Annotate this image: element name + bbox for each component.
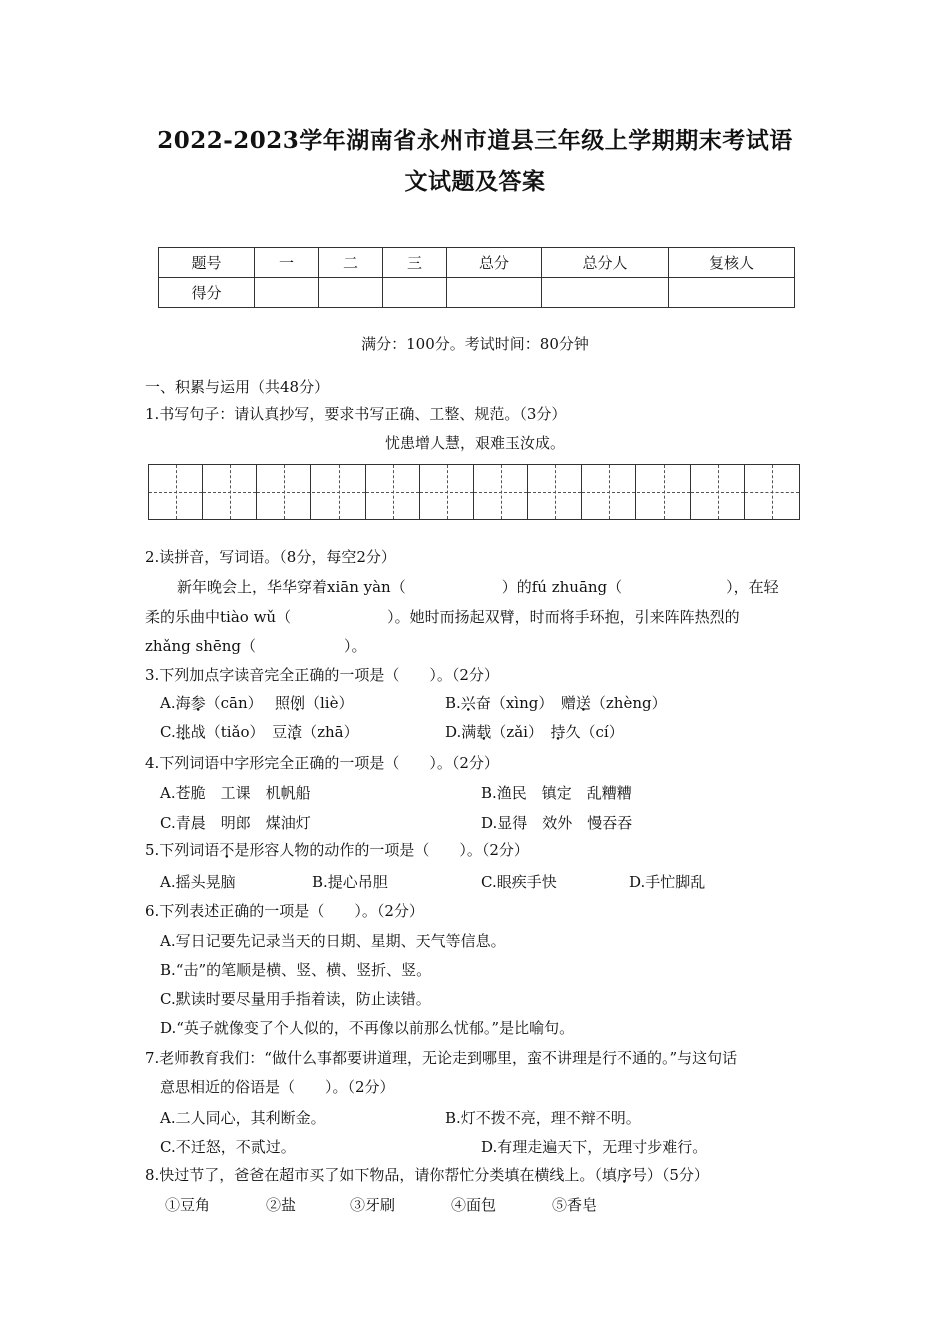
q6-option-d[interactable]: D.“英子就像变了个人似的，不再像以前那么忧郁。”是比喻句。 bbox=[160, 1019, 575, 1037]
pinyin: （cān） bbox=[205, 694, 256, 712]
pinyin: （cí） bbox=[580, 723, 624, 741]
writing-grid-cell[interactable] bbox=[420, 465, 474, 519]
q4-stem: 4.下列词语中字形完全正确的一项是（ ）。（2分） bbox=[145, 754, 499, 772]
word-char: 豆 bbox=[272, 723, 288, 741]
dotted-char: 不 bbox=[219, 841, 235, 859]
word-char: 奋 bbox=[475, 694, 491, 712]
q2-pinyin: zhǎng shēng（ bbox=[145, 637, 257, 655]
q2-text: ）。 bbox=[344, 637, 367, 655]
stem-text: 是形容人物的动作的一项是（ ）。（2分） bbox=[234, 841, 529, 859]
dotted-char: 例 bbox=[289, 694, 305, 712]
score-header-cell: 总分人 bbox=[542, 248, 669, 278]
option-label: C. bbox=[160, 723, 176, 741]
writing-grid-cell[interactable] bbox=[691, 465, 745, 519]
writing-grid-cell[interactable] bbox=[528, 465, 582, 519]
word-char: 照 bbox=[274, 694, 290, 712]
dotted-char: 挑 bbox=[175, 723, 191, 741]
score-empty-cell bbox=[255, 278, 319, 308]
q5-stem bbox=[145, 840, 529, 860]
grid-guide-line bbox=[718, 465, 719, 519]
score-empty-cell bbox=[319, 278, 383, 308]
word-char: 满 bbox=[461, 723, 477, 741]
q2-text: ）的 bbox=[501, 578, 532, 596]
score-empty-cell bbox=[669, 278, 795, 308]
score-header-cell: 二 bbox=[319, 248, 383, 278]
grid-guide-line bbox=[284, 465, 285, 519]
score-empty-cell bbox=[542, 278, 669, 308]
word-char: 海 bbox=[175, 694, 191, 712]
q1-stem: 1.书写句子：请认真抄写，要求书写正确、工整、规范。（3分） bbox=[145, 405, 567, 423]
pinyin: （xìng） bbox=[490, 694, 546, 712]
q2-text: 新年晚会上，华华穿着 bbox=[177, 578, 328, 596]
q8-stem bbox=[145, 1165, 709, 1185]
q3-option-d[interactable] bbox=[445, 722, 624, 742]
exam-meta: 满分：100分。考试时间：80分钟 bbox=[361, 335, 589, 353]
grid-guide-line bbox=[501, 465, 502, 519]
writing-grid-cell[interactable] bbox=[582, 465, 636, 519]
q5-option-d[interactable]: D.手忙脚乱 bbox=[629, 873, 706, 891]
q5-option-c[interactable]: C.眼疾手快 bbox=[481, 873, 557, 891]
q6-option-a[interactable]: A.写日记要先记录当天的日期、星期、天气等信息。 bbox=[160, 932, 506, 950]
dotted-char: 持 bbox=[550, 723, 566, 741]
writing-grid-cell[interactable] bbox=[312, 465, 366, 519]
grid-guide-line bbox=[339, 465, 340, 519]
q2-text: ），在轻 bbox=[726, 578, 779, 596]
q3-option-c[interactable] bbox=[160, 722, 359, 742]
grid-guide-line bbox=[230, 465, 231, 519]
grid-guide-line bbox=[772, 465, 773, 519]
grid-guide-line bbox=[555, 465, 556, 519]
q2-pinyin: tiào wǔ（ bbox=[220, 608, 292, 626]
score-table bbox=[158, 247, 795, 308]
score-row-label: 得分 bbox=[159, 278, 255, 308]
grid-guide-line bbox=[609, 465, 610, 519]
q8-item: ①豆角 bbox=[165, 1196, 211, 1214]
pinyin: （zhèng） bbox=[590, 694, 667, 712]
writing-grid-cell[interactable] bbox=[149, 465, 203, 519]
word-char: 战 bbox=[190, 723, 206, 741]
pinyin: （tiǎo） bbox=[205, 723, 258, 741]
score-header-cell: 一 bbox=[255, 248, 319, 278]
q6-stem: 6.下列表述正确的一项是（ ）。（2分） bbox=[145, 902, 424, 920]
q7-option-b[interactable]: B.灯不拨不亮，理不辩不明。 bbox=[445, 1109, 641, 1127]
q7-stem-line2: 意思相近的俗语是（ ）。（2分） bbox=[160, 1078, 395, 1096]
word-char: 赠 bbox=[560, 694, 576, 712]
grid-guide-line bbox=[447, 465, 448, 519]
writing-grid-cell[interactable] bbox=[745, 465, 799, 519]
grid-guide-line bbox=[176, 465, 177, 519]
section-heading: 一、积累与运用（共48分） bbox=[145, 378, 330, 396]
score-table-score-row bbox=[159, 278, 795, 308]
score-empty-cell bbox=[383, 278, 447, 308]
q8-item: ②盐 bbox=[266, 1196, 297, 1214]
q6-option-b[interactable]: B.“击”的笔顺是横、竖、横、竖折、竖。 bbox=[160, 961, 432, 979]
dotted-char: 送 bbox=[575, 694, 591, 712]
word-char: 久 bbox=[565, 723, 581, 741]
q5-option-a[interactable]: A.摇头晃脑 bbox=[160, 873, 236, 891]
grid-guide-line bbox=[393, 465, 394, 519]
q3-option-a[interactable] bbox=[160, 693, 353, 713]
q3-stem: 3.下列加点字读音完全正确的一项是（ ）。（2分） bbox=[145, 666, 499, 684]
q8-item: ③牙刷 bbox=[350, 1196, 396, 1214]
option-label: D. bbox=[445, 723, 462, 741]
q2-text: 柔的乐曲中 bbox=[145, 608, 221, 626]
writing-grid-cell[interactable] bbox=[257, 465, 311, 519]
dotted-char: 渣 bbox=[287, 723, 303, 741]
q2-line3 bbox=[145, 636, 367, 656]
writing-grid bbox=[148, 464, 800, 520]
score-header-cell: 三 bbox=[383, 248, 447, 278]
score-header-cell: 总分 bbox=[447, 248, 542, 278]
score-table-header-row bbox=[159, 248, 795, 278]
writing-grid-cell[interactable] bbox=[637, 465, 691, 519]
dotted-char: 参 bbox=[190, 694, 206, 712]
doc-title-line1: 2022-2023学年湖南省永州市道县三年级上学期期末考试语 bbox=[157, 127, 793, 154]
score-header-cell: 复核人 bbox=[669, 248, 795, 278]
writing-grid-cell[interactable] bbox=[474, 465, 528, 519]
q2-pinyin: fú zhuāng（ bbox=[531, 578, 623, 596]
dotted-char: 载 bbox=[476, 723, 492, 741]
q4-option-d[interactable]: D.显得 效外 慢吞吞 bbox=[481, 814, 633, 832]
q8-item: ⑤香皂 bbox=[552, 1196, 598, 1214]
q2-line2 bbox=[145, 607, 740, 627]
pinyin: （zhā） bbox=[302, 723, 359, 741]
doc-title-line2: 文试题及答案 bbox=[404, 168, 546, 195]
dotted-char: 兴 bbox=[460, 694, 476, 712]
q3-option-b[interactable] bbox=[445, 693, 667, 713]
option-label: A. bbox=[160, 694, 176, 712]
q7-option-d[interactable]: D.有理走遍天下，无理寸步难行。 bbox=[481, 1138, 708, 1156]
q8-item: ④面包 bbox=[451, 1196, 497, 1214]
stem-text: 8.快过节了，爸爸在超市买了如下物品，请你帮忙分类填在横线上。（ bbox=[145, 1166, 602, 1184]
q2-line1 bbox=[177, 577, 779, 597]
q7-stem-line1: 7.老师教育我们：“做什么事都要讲道理，无论走到哪里，蛮不讲理是行不通的。”与这句话 bbox=[145, 1049, 738, 1067]
pinyin: （zǎi） bbox=[491, 723, 536, 741]
pinyin: （liè） bbox=[304, 694, 354, 712]
writing-grid-cell[interactable] bbox=[203, 465, 257, 519]
score-empty-cell bbox=[447, 278, 542, 308]
q4-option-c[interactable]: C.青晨 明郎 煤油灯 bbox=[160, 814, 311, 832]
q1-sentence: 忧患增人慧，艰难玉汝成。 bbox=[384, 434, 565, 452]
score-header-cell: 题号 bbox=[159, 248, 255, 278]
grid-guide-line bbox=[664, 465, 665, 519]
option-label: B. bbox=[445, 694, 461, 712]
q5-option-b[interactable]: B.提心吊胆 bbox=[312, 873, 388, 891]
dotted-char: 填序号 bbox=[601, 1166, 647, 1184]
stem-text: ）（5分） bbox=[646, 1166, 709, 1184]
q7-option-a[interactable]: A.二人同心，其利断金。 bbox=[160, 1109, 326, 1127]
q2-pinyin: xiān yàn（ bbox=[327, 578, 406, 596]
q6-option-c[interactable]: C.默读时要尽量用手指着读，防止读错。 bbox=[160, 990, 431, 1008]
q2-text: ）。她时而扬起双臂，时而将手环抱，引来阵阵热烈的 bbox=[387, 608, 740, 626]
q7-option-c[interactable]: C.不迁怒，不贰过。 bbox=[160, 1138, 296, 1156]
stem-text: 5.下列词语 bbox=[145, 841, 220, 859]
writing-grid-cell[interactable] bbox=[366, 465, 420, 519]
q4-option-b[interactable]: B.渔民 镇定 乱糟糟 bbox=[481, 784, 632, 802]
q2-stem: 2.读拼音，写词语。（8分，每空2分） bbox=[145, 548, 396, 566]
q4-option-a[interactable]: A.苍脆 工课 机帆船 bbox=[160, 784, 311, 802]
